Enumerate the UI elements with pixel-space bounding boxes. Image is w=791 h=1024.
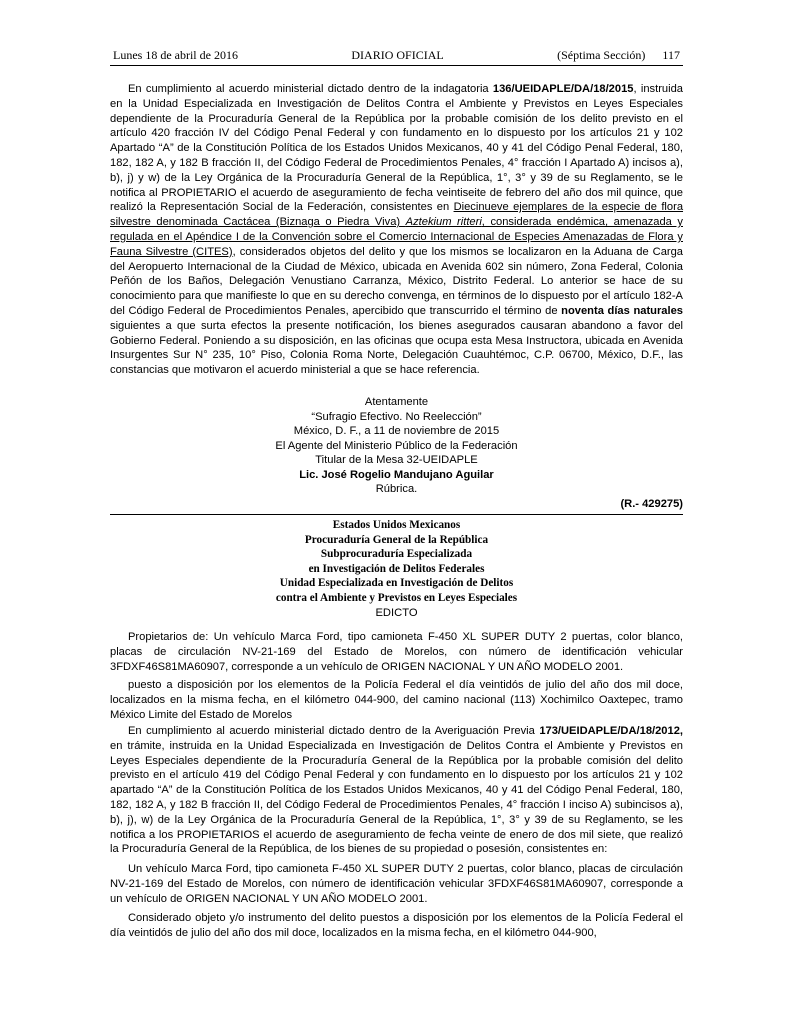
- header-publication: DIARIO OFICIAL: [351, 48, 444, 62]
- notice2-paragraph-3: [110, 724, 683, 857]
- signature-office: El Agente del Ministerio Público de la Federación: [275, 439, 518, 452]
- signature-name: Lic. José Rogelio Mandujano Aguilar: [299, 468, 494, 481]
- title-line-5: Unidad Especializada en Investigación de Delitos: [279, 577, 514, 590]
- page-header: [110, 48, 683, 66]
- notice1-text-c: , considerados objetos del delito y que los mismos se localizaron en la Aduana de Carga del Aeropuerto Internacional de la Ciudad de México, ubicada en Avenida 602 sin número, Zona Federal, Colonia Peñón de los Baños, Delegación Venustiano Carranza, México, Distrito Federal. Lo anterior se hace de su conocimiento para que manifieste lo que en su derecho convenga, en términos de lo dispuesto por el artículo 182-A del Código Federal de Procedimientos Penales, apercibido que transcurrido el término de: [110, 245, 683, 317]
- signature-title: Titular de la Mesa 32-UEIDAPLE: [315, 454, 478, 466]
- document-page: [110, 48, 684, 939]
- header-section: (Séptima Sección): [557, 48, 646, 62]
- notice2-paragraph-1: Propietarios de: Un vehículo Marca Ford, tipo camioneta F-450 XL SUPER DUTY 2 puertas, color blanco, placas de circulación NV-21-169 del Estado de Morelos, con número de identificación vehicular 3FDXF46S81MA60907, corresponde a un vehículo de ORIGEN NACIONAL Y UN AÑO MODELO 2001.: [110, 631, 683, 673]
- title-line-2: Procuraduría General de la República: [304, 533, 489, 546]
- notice2-paragraph-2: puesto a disposición por los elementos de la Policía Federal el día veintidós de julio del año dos mil doce, localizados en la misma fecha, en el kilómetro 044-900, del camino nacional (113) Xochimilco Oaxtepec, tramo México Limite del Estado de Morelos: [110, 679, 683, 721]
- header-date: Lunes 18 de abril de 2016: [113, 48, 238, 62]
- divider: [110, 514, 683, 515]
- edict-heading: EDICTO: [375, 606, 418, 619]
- notice1-case-number: 136/UEIDAPLE/DA/18/2015: [492, 83, 634, 95]
- signature-place-date: México, D. F., a 11 de noviembre de 2015: [293, 425, 500, 437]
- notice1-term: noventa días naturales: [561, 304, 683, 317]
- signature-closing: Atentamente: [364, 396, 429, 408]
- title-line-1: Estados Unidos Mexicanos: [332, 519, 461, 531]
- signature-block: [110, 395, 683, 497]
- notice2-text-a: En cumplimiento al acuerdo ministerial dictado dentro de la Averiguación Previa: [128, 725, 540, 737]
- edict-title-block: [110, 518, 683, 620]
- notice1-paragraph: [110, 82, 683, 378]
- notice1-seized-items-cont: , considerada endémica, amenazada y regulada en el Apéndice I de la Convención sobre el Comercio Internacional de Especies Amenazadas de Flora y Fauna Silvestre (CITES): [110, 216, 683, 258]
- title-line-6: contra el Ambiente y Previstos en Leyes Especiales: [275, 591, 518, 604]
- title-line-4: en Investigación de Delitos Federales: [308, 562, 485, 575]
- notice1-text-b: , instruida en la Unidad Especializada en Investigación de Delitos Contra el Ambiente y Previstos en Leyes Especiales dependiente de la Procuraduría General de la República por la probable comisión de los delito previsto en el artículo 420 fracción IV del Código Penal Federal y con fundamento en lo dispuesto por los artículos 21 y 102 Apartado “A” de la Constitución Política de los Estados Unidos Mexicanos, 40 y 41 del Código Penal Federal, 180, 182, 182 A, y 182 B fracción II, del Código Federal de Procedimientos Penales, 4° fracción I Apartado A) incisos a), b), j) y w) de la Ley Orgánica de la Procuraduría General de la República, 1°, 3° y 39 de su Reglamento, se le notifica al PROPIETARIO el acuerdo de aseguramiento de fecha veintiseite de febrero del año dos mil quince, que realizó la Representación Social de la Federación, consistentes en: [110, 83, 683, 214]
- notice2-paragraph-4: Un vehículo Marca Ford, tipo camioneta F-450 XL SUPER DUTY 2 puertas, color blanco, placas de circulación NV-21-169 del Estado de Morelos, con número de identificación vehicular 3FDXF46S81MA60907, corresponde a un vehículo de ORIGEN NACIONAL Y UN AÑO MODELO 2001.: [110, 863, 683, 905]
- notice1-seized-items: Diecinueve ejemplares de la especie de flora silvestre denominada Cactácea (Biznaga o Piedra Viva): [110, 201, 684, 229]
- header-page-number: 117: [662, 48, 680, 62]
- notice2-case-number: 173/UEIDAPLE/DA/18/2012,: [539, 725, 683, 737]
- notice2-text-b: en trámite, instruida en la Unidad Especializada en Investigación de Delitos Contra el Ambiente y Previstos en Leyes Especiales dependiente de la Procuraduría General de la República por la probable comisión del delito previsto en el artículo 419 del Código Penal Federal y con fundamento en lo dispuesto por los artículos 21 y 102 apartado “A” de la Constitución Política de los Estados Unidos Mexicanos, 40 y 41 del Código Penal Federal, 180, 182, 182 A, y 182 B fracción II, del Código Federal de Procedimientos Penales, 4° fracción I inciso A) subincisos a), b), j), w) de la Ley Orgánica de la Procuraduría General de la República, 1°, 3° y 39 de su Reglamento, se les notifica a los PROPIETARIOS el acuerdo de aseguramiento de fecha veinte de enero de dos mil siete, que realizó la Procuraduría General de la República, de los bienes de su propiedad o posesión, consistentes en:: [110, 739, 683, 856]
- notice2-paragraph-5: Considerado objeto y/o instrumento del delito puestos a disposición por los elementos de la Policía Federal el día veintidós de julio del año dos mil doce, localizados en la misma fecha, en el kilómetro 044-900,: [110, 912, 683, 939]
- notice1-text-d: siguientes a que surta efectos la presente notificación, los bienes asegurados causaran abandono a favor del Gobierno Federal. Poniendo a su disposición, en las oficinas que ocupa esta Mesa Instructora, ubicada en Avenida Insurgentes Sur N° 235, 10° Piso, Colonia Roma Norte, Delegación Cuauhtémoc, C.P. 06700, México, D.F., las constancias que motivaron el acuerdo ministerial a que se hace referencia.: [110, 319, 683, 377]
- notice1-text-a: En cumplimiento al acuerdo ministerial dictado dentro de la indagatoria: [128, 83, 493, 95]
- signature-motto: “Sufragio Efectivo. No Reelección”: [311, 410, 482, 423]
- header-right: [557, 48, 680, 63]
- title-line-3: Subprocuraduría Especializada: [320, 548, 473, 561]
- signature-rubrica: Rúbrica.: [375, 483, 418, 495]
- reference-number: (R.- 429275): [620, 498, 683, 510]
- notice1-species-name: Aztekium ritteri: [405, 216, 482, 229]
